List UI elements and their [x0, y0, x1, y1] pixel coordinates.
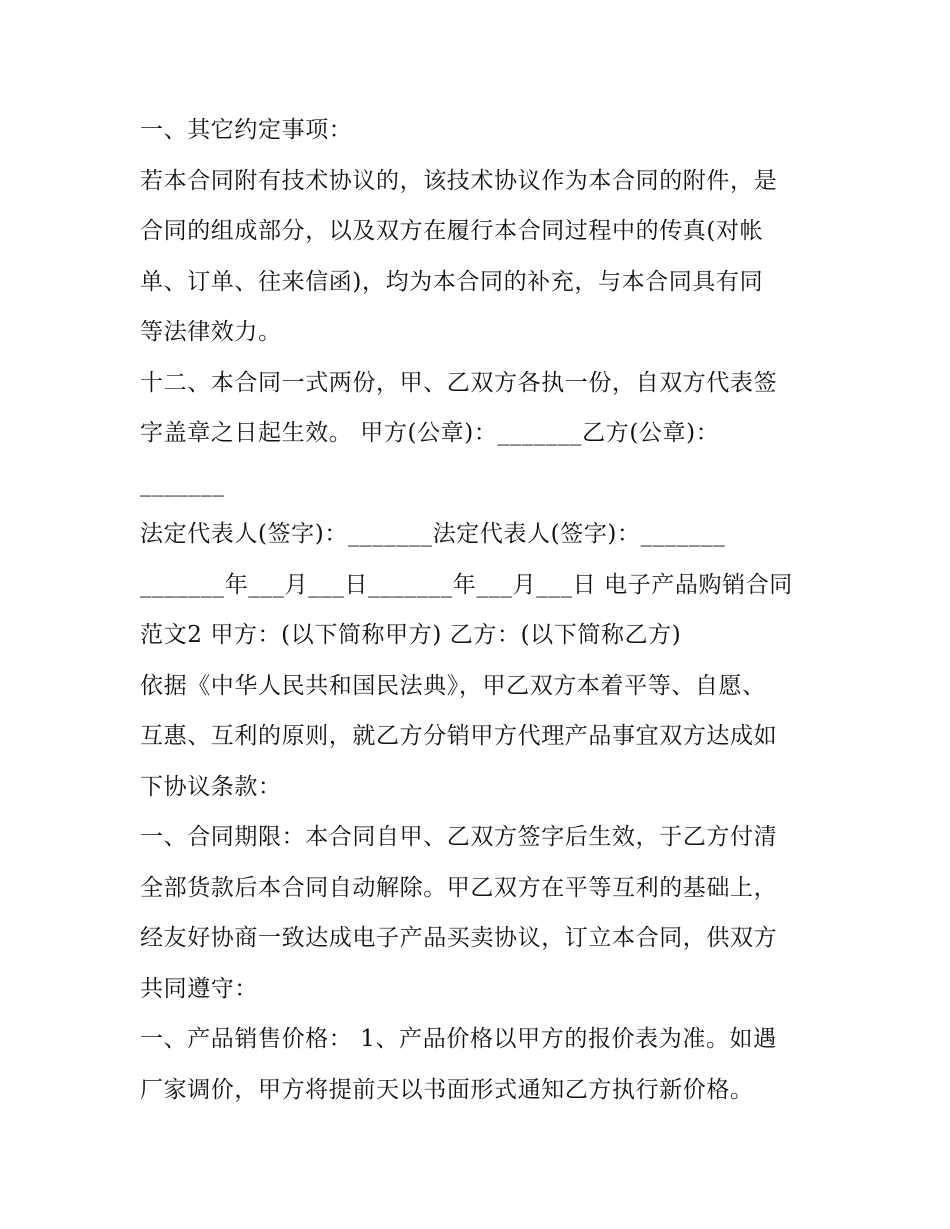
text-line: 范文2 甲方：(以下简称甲方) 乙方：(以下简称乙方): [140, 622, 682, 648]
text-line: _______年___月___日_______年___月___日 电子产品购销合同: [140, 571, 793, 598]
text-line: 一、其它约定事项：: [140, 117, 353, 143]
document-body: [140, 105, 830, 1115]
text-line: 十二、本合同一式两份，甲、乙双方各执一份，自双方代表签: [140, 369, 778, 396]
text-line: _______: [140, 470, 225, 497]
text-line: 共同遵守：: [140, 975, 258, 1002]
text-line: 互惠、互利的原则，就乙方分销甲方代理产品事宜双方达成如: [140, 723, 778, 749]
text-line: 全部货款后本合同自动解除。甲乙双方在平等互利的基础上，: [140, 874, 778, 901]
text-line: 若本合同附有技术协议的，该技术协议作为本合同的附件，是: [140, 167, 778, 194]
text-line: 合同的组成部分，以及双方在履行本合同过程中的传真(对帐: [140, 218, 764, 244]
text-line: 一、合同期限：本合同自甲、乙双方签字后生效，于乙方付清: [140, 824, 778, 850]
text-line: 字盖章之日起生效。 甲方(公章)：_______乙方(公章)：: [140, 420, 720, 446]
text-line: 一、产品销售价格： 1、产品价格以甲方的报价表为准。如遇: [140, 1026, 777, 1052]
text-line: 依据《中华人民共和国民法典》，甲乙双方本着平等、自愿、: [140, 672, 766, 699]
text-line: 经友好协商一致达成电子产品买卖协议，订立本合同，供双方: [140, 925, 778, 951]
text-line: 等法律效力。: [140, 319, 282, 345]
text-line: 单、订单、往来信函)，均为本合同的补充，与本合同具有同: [140, 268, 764, 295]
text-line: 下协议条款：: [140, 773, 282, 800]
text-line: 厂家调价，甲方将提前天以书面形式通知乙方执行新价格。: [140, 1076, 754, 1103]
text-line: 法定代表人(签字)：_______法定代表人(签字)：_______: [140, 521, 726, 547]
